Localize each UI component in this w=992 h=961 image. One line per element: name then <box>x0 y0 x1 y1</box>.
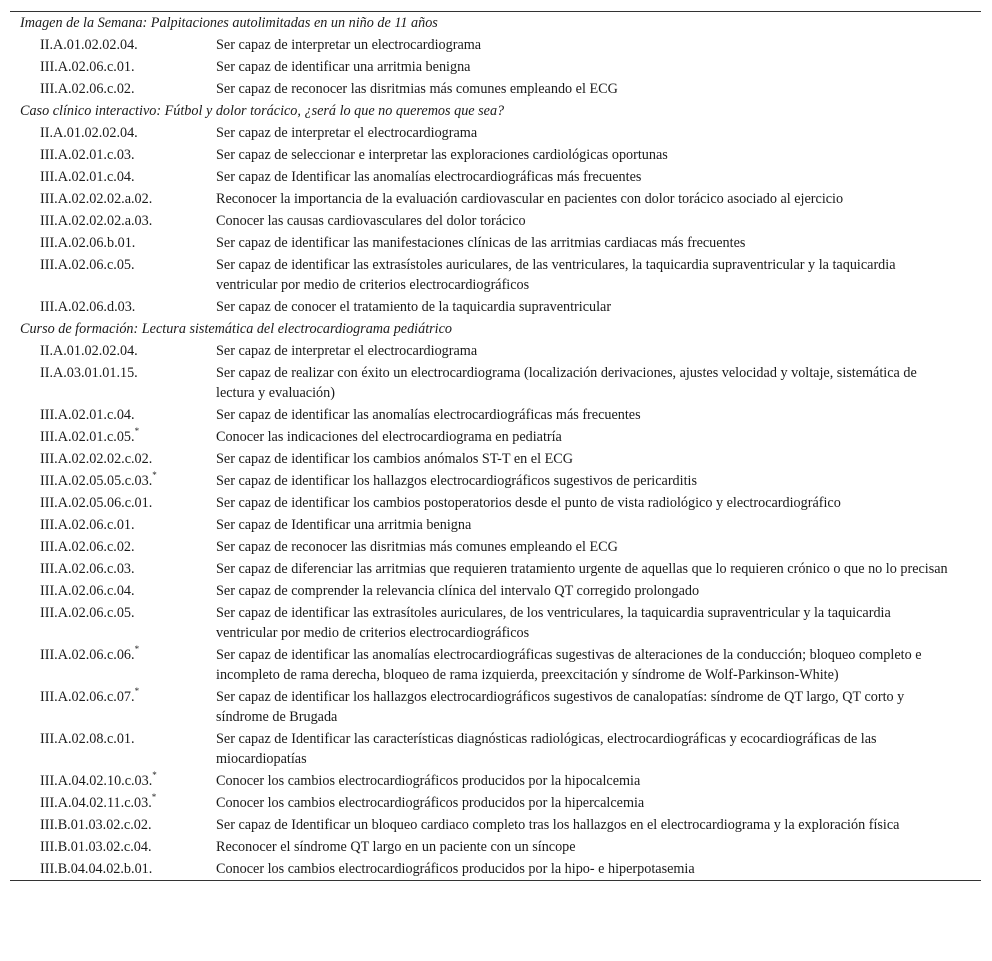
table-row <box>10 340 981 362</box>
footnote-marker: * <box>134 426 140 437</box>
competency-description: Conocer los cambios electrocardiográficos producidos por la hipocalcemia <box>216 773 641 789</box>
table-row <box>10 254 981 296</box>
competency-code: III.A.02.01.c.05. <box>40 429 135 445</box>
footnote-marker: * <box>152 470 157 481</box>
competency-code-cell <box>10 254 216 296</box>
competency-code: III.A.02.01.c.04. <box>40 169 135 185</box>
competency-description: Ser capaz de interpretar el electrocardiograma <box>216 343 478 359</box>
table-row <box>10 188 981 210</box>
table-row <box>10 34 981 56</box>
competency-code: III.A.04.02.10.c.03. <box>40 773 153 789</box>
competency-code: III.A.02.06.c.06. <box>40 647 135 663</box>
table-row <box>10 686 981 728</box>
section-title: Imagen de la Semana: Palpitaciones autolimitadas en un niño de 11 años <box>20 15 438 31</box>
table-row <box>10 296 981 318</box>
competency-description: Reconocer el síndrome QT largo en un paciente con un síncope <box>216 839 576 855</box>
competency-code: III.A.02.05.06.c.01. <box>40 495 153 511</box>
competency-code-cell <box>10 770 216 792</box>
competency-code-cell <box>10 122 216 144</box>
table-row <box>10 362 981 404</box>
competency-description: Ser capaz de reconocer las disritmias más comunes empleando el ECG <box>216 539 618 555</box>
competency-code: III.A.02.06.c.01. <box>40 517 135 533</box>
competency-code: III.A.02.06.c.02. <box>40 81 135 97</box>
section-header-row <box>10 318 981 340</box>
footnote-marker: * <box>134 686 140 697</box>
competency-code-cell <box>10 580 216 602</box>
competency-code: III.A.02.06.c.03. <box>40 561 135 577</box>
competency-code: III.A.02.08.c.01. <box>40 731 135 747</box>
competency-description: Ser capaz de identificar las extrasístoles auriculares, de las ventriculares, la taquicardia supraventricular y la taquicardia ventricular por medio de criterios electrocardiográficos <box>216 257 896 293</box>
competency-code-cell <box>10 166 216 188</box>
section-title: Caso clínico interactivo: Fútbol y dolor torácico, ¿será lo que no queremos que sea? <box>20 103 505 119</box>
table-row <box>10 728 981 770</box>
competency-description: Ser capaz de reconocer las disritmias más comunes empleando el ECG <box>216 81 618 97</box>
competency-description: Conocer las indicaciones del electrocardiograma en pediatría <box>216 429 562 445</box>
competency-description: Ser capaz de identificar los hallazgos electrocardiográficos sugestivos de canalopatías: síndrome de QT largo, QT corto y síndrome de Brugada <box>216 689 905 725</box>
table-row <box>10 558 981 580</box>
competency-code-cell <box>10 144 216 166</box>
competency-description: Conocer las causas cardiovasculares del dolor torácico <box>216 213 526 229</box>
competency-code-cell <box>10 34 216 56</box>
competency-description: Conocer los cambios electrocardiográficos producidos por la hipo- e hiperpotasemia <box>216 861 695 877</box>
table-row <box>10 814 981 836</box>
competency-code: III.A.02.06.d.03. <box>40 299 136 315</box>
table-body <box>10 12 981 880</box>
competency-description: Ser capaz de conocer el tratamiento de la taquicardia supraventricular <box>216 299 612 315</box>
competency-description: Ser capaz de diferenciar las arritmias que requieren tratamiento urgente de aquellas que lo requieren crónico o que no lo precisan <box>216 561 948 577</box>
competency-code: III.A.02.06.c.07. <box>40 689 135 705</box>
table-row <box>10 166 981 188</box>
competency-description: Ser capaz de identificar los cambios postoperatorios desde el punto de vista radiológico y electrocardiográfico <box>216 495 841 511</box>
competency-code: III.B.01.03.02.c.04. <box>40 839 152 855</box>
table-row <box>10 448 981 470</box>
competency-code: II.A.01.02.02.04. <box>40 37 138 53</box>
competency-code: III.A.02.05.05.c.03. <box>40 473 153 489</box>
competency-code-cell <box>10 188 216 210</box>
table-row <box>10 602 981 644</box>
competencies-table <box>10 12 981 880</box>
competency-code: III.A.02.02.02.a.03. <box>40 213 153 229</box>
competency-description: Ser capaz de identificar los hallazgos electrocardiográficos sugestivos de pericarditis <box>216 473 697 489</box>
section-title: Curso de formación: Lectura sistemática del electrocardiograma pediátrico <box>20 321 453 337</box>
competency-description: Reconocer la importancia de la evaluación cardiovascular en pacientes con dolor torácico asociado al ejercicio <box>216 191 844 207</box>
table-row <box>10 56 981 78</box>
table-row <box>10 858 981 880</box>
table-row <box>10 144 981 166</box>
competency-code-cell <box>10 210 216 232</box>
competency-description: Ser capaz de comprender la relevancia clínica del intervalo QT corregido prolongado <box>216 583 700 599</box>
competency-code-cell <box>10 492 216 514</box>
competency-code-cell <box>10 602 216 644</box>
competency-code: III.A.02.06.c.05. <box>40 605 135 621</box>
competency-code: III.A.02.06.c.02. <box>40 539 135 555</box>
competency-code: II.A.01.02.02.04. <box>40 125 138 141</box>
table-row <box>10 792 981 814</box>
competency-code-cell <box>10 78 216 100</box>
competency-description: Ser capaz de Identificar un bloqueo cardiaco completo tras los hallazgos en el electrocardiograma y la exploración física <box>216 817 900 833</box>
competency-description: Ser capaz de realizar con éxito un electrocardiograma (localización derivaciones, ajustes velocidad y voltaje, sistemática de lectura y evaluación) <box>216 365 917 401</box>
table-row <box>10 514 981 536</box>
competency-code-cell <box>10 362 216 404</box>
competency-code: III.A.02.06.c.04. <box>40 583 135 599</box>
table-row <box>10 470 981 492</box>
footnote-marker: * <box>134 644 140 655</box>
competency-code-cell <box>10 792 216 814</box>
competency-code-cell <box>10 296 216 318</box>
competency-code-cell <box>10 404 216 426</box>
competency-code: III.A.02.02.02.a.02. <box>40 191 153 207</box>
table-row <box>10 404 981 426</box>
competency-description: Ser capaz de Identificar las anomalías electrocardiográficas más frecuentes <box>216 169 642 185</box>
competency-code-cell <box>10 56 216 78</box>
competency-code-cell <box>10 340 216 362</box>
competency-code: II.A.01.02.02.04. <box>40 343 138 359</box>
section-header-row <box>10 12 981 34</box>
competency-code-cell <box>10 858 216 880</box>
competency-description: Ser capaz de Identificar las características diagnósticas radiológicas, electrocardiográficas y ecocardiográficas de las miocardiopatías <box>216 731 877 767</box>
competency-code: III.A.04.02.11.c.03. <box>40 795 152 811</box>
competency-code: III.A.02.01.c.03. <box>40 147 135 163</box>
table-row <box>10 536 981 558</box>
competency-code-cell <box>10 814 216 836</box>
competency-code: III.B.04.04.02.b.01. <box>40 861 153 877</box>
competency-code: III.A.02.06.b.01. <box>40 235 136 251</box>
table-row <box>10 122 981 144</box>
table-row <box>10 426 981 448</box>
competencies-table-frame <box>10 11 981 881</box>
competency-description: Ser capaz de interpretar un electrocardiograma <box>216 37 482 53</box>
competency-code: III.A.02.06.c.05. <box>40 257 135 273</box>
section-header-row <box>10 100 981 122</box>
competency-description: Ser capaz de interpretar el electrocardiograma <box>216 125 478 141</box>
competency-code: III.A.02.06.c.01. <box>40 59 135 75</box>
competency-description: Ser capaz de identificar las anomalías electrocardiográficas sugestivas de alteraciones de la conducción; bloqueo completo e incompleto de rama derecha, bloqueo de rama izquierda, preexcitación y síndrome de Wolf-Parkinson-White) <box>216 647 922 683</box>
table-row <box>10 580 981 602</box>
competency-description: Ser capaz de identificar los cambios anómalos ST-T en el ECG <box>216 451 573 467</box>
table-row <box>10 492 981 514</box>
competency-code-cell <box>10 232 216 254</box>
competency-code-cell <box>10 514 216 536</box>
table-row <box>10 836 981 858</box>
competency-description: Conocer los cambios electrocardiográficos producidos por la hipercalcemia <box>216 795 645 811</box>
footnote-marker: * <box>151 792 157 803</box>
competency-description: Ser capaz de seleccionar e interpretar las exploraciones cardiológicas oportunas <box>216 147 668 163</box>
competency-description: Ser capaz de identificar una arritmia benigna <box>216 59 471 75</box>
competency-description: Ser capaz de identificar las extrasítoles auriculares, de los ventriculares, la taquicardia supraventricular y la taquicardia ventricular por medio de criterios electrocardiográficos <box>216 605 891 641</box>
competency-code: III.B.01.03.02.c.02. <box>40 817 152 833</box>
table-row <box>10 770 981 792</box>
competency-code: III.A.02.02.02.c.02. <box>40 451 153 467</box>
competency-code-cell <box>10 644 216 686</box>
competency-code-cell <box>10 470 216 492</box>
competency-code-cell <box>10 558 216 580</box>
competency-code-cell <box>10 686 216 728</box>
competency-code-cell <box>10 836 216 858</box>
competency-description: Ser capaz de Identificar una arritmia benigna <box>216 517 472 533</box>
competency-code-cell <box>10 426 216 448</box>
competency-code-cell <box>10 448 216 470</box>
competency-code: III.A.02.01.c.04. <box>40 407 135 423</box>
table-row <box>10 210 981 232</box>
competency-code-cell <box>10 536 216 558</box>
competency-code: II.A.03.01.01.15. <box>40 365 138 381</box>
table-row <box>10 232 981 254</box>
competency-description: Ser capaz de identificar las anomalías electrocardiográficas más frecuentes <box>216 407 641 423</box>
footnote-marker: * <box>152 770 157 781</box>
competency-code-cell <box>10 728 216 770</box>
table-row <box>10 78 981 100</box>
competency-description: Ser capaz de identificar las manifestaciones clínicas de las arritmias cardiacas más frecuentes <box>216 235 746 251</box>
table-row <box>10 644 981 686</box>
